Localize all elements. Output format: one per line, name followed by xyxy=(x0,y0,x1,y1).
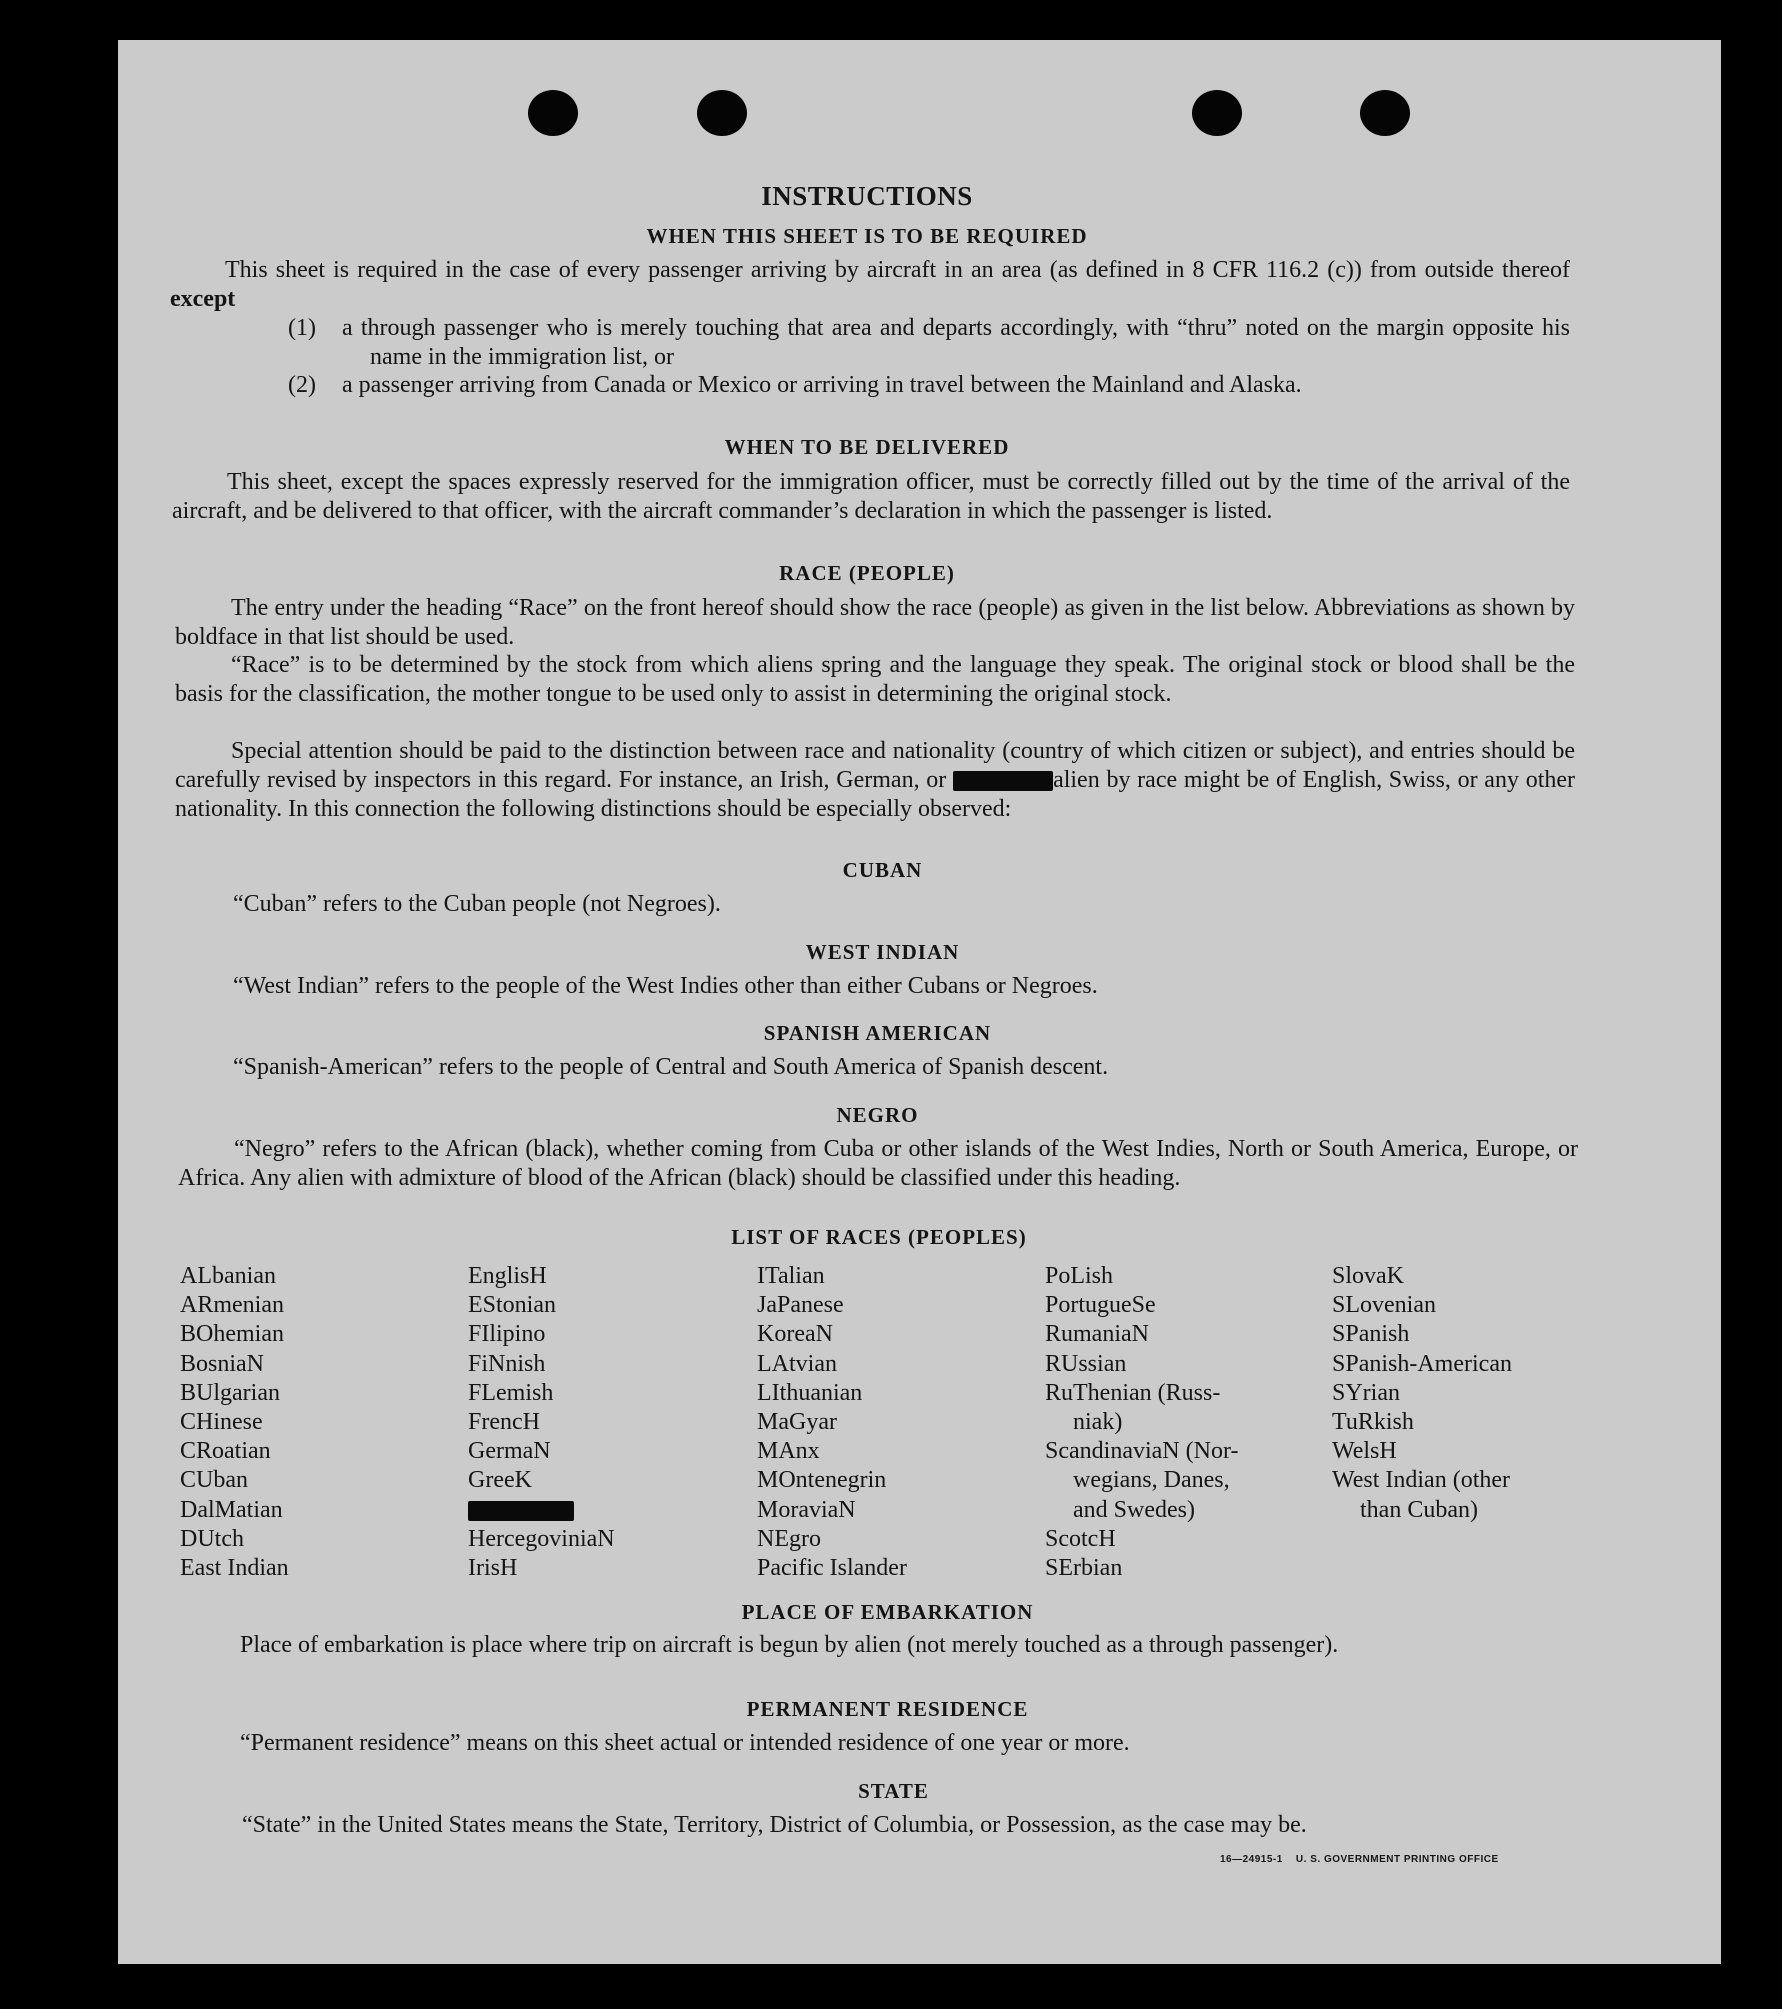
race-item: wegians, Danes, xyxy=(1073,1467,1230,1494)
race-item: HercegoviniaN xyxy=(468,1525,615,1552)
section-heading-residence: PERMANENT RESIDENCE xyxy=(746,1697,1029,1721)
race-item: than Cuban) xyxy=(1360,1496,1478,1523)
race-item: PoLish xyxy=(1045,1263,1114,1289)
races-column-2 xyxy=(468,1262,615,1583)
race-item: FiNnish xyxy=(468,1350,546,1377)
punch-hole xyxy=(528,90,578,136)
race-item: LIthuanian xyxy=(757,1379,863,1406)
race-item: TuRkish xyxy=(1332,1409,1414,1436)
residence-text: “Permanent residence” means on this sheet actual or intended residence of one year or more. xyxy=(240,1730,1130,1756)
race-item: EStonian xyxy=(468,1292,556,1319)
race-item: WelsH xyxy=(1332,1438,1397,1465)
race-item: SYrian xyxy=(1332,1379,1400,1406)
race-item: DUtch xyxy=(180,1525,244,1552)
race-item: SErbian xyxy=(1045,1555,1123,1582)
west-indian-text: “West Indian” refers to the people of the West Indies other than either Cubans or Negroes. xyxy=(233,973,1098,999)
state-text: “State” in the United States means the State, Territory, District of Columbia, or Possession, as the case may be. xyxy=(242,1812,1307,1838)
race-item: KoreaN xyxy=(757,1321,833,1348)
race-item: ALbanian xyxy=(180,1263,276,1289)
section-heading-delivered: WHEN TO BE DELIVERED xyxy=(724,435,1010,459)
section-heading-spanish-american: SPANISH AMERICAN xyxy=(763,1021,992,1045)
section-heading-required: WHEN THIS SHEET IS TO BE REQUIRED xyxy=(646,224,1088,248)
race-paragraph-1: The entry under the heading “Race” on the front hereof should show the race (people) as given in the list below. Abbreviations as shown by boldface in that list should be used. xyxy=(175,595,1575,650)
races-column-4 xyxy=(1045,1262,1238,1583)
printing-office-imprint: 16—24915-1 U. S. GOVERNMENT PRINTING OFFICE xyxy=(1220,1854,1499,1865)
required-intro: This sheet is required in the case of every passenger arriving by aircraft in an area (as defined in 8 CFR 116.2 (c)) from outside thereof except xyxy=(170,257,1570,312)
punch-hole xyxy=(1192,90,1242,136)
race-item: GermaN xyxy=(468,1438,551,1465)
section-heading-race: RACE (PEOPLE) xyxy=(779,561,955,585)
race-item: BUlgarian xyxy=(180,1379,280,1406)
race-item: SPanish xyxy=(1332,1321,1410,1348)
race-item: MoraviaN xyxy=(757,1496,856,1523)
race-item: CUban xyxy=(180,1467,248,1494)
race-item: EnglisH xyxy=(468,1263,547,1289)
race-item: FrencH xyxy=(468,1409,540,1436)
redaction-mark xyxy=(468,1501,574,1521)
required-item-2-number: (2) xyxy=(288,372,316,398)
race-item: FIlipino xyxy=(468,1321,546,1348)
race-item: FLemish xyxy=(468,1379,554,1406)
race-item: ScotcH xyxy=(1045,1525,1116,1552)
section-heading-cuban: CUBAN xyxy=(842,858,923,882)
race-item: BOhemian xyxy=(180,1321,284,1348)
section-heading-negro: NEGRO xyxy=(836,1103,919,1127)
race-item: SLovenian xyxy=(1332,1292,1436,1319)
race-item: BosniaN xyxy=(180,1350,264,1377)
section-heading-state: STATE xyxy=(858,1779,929,1803)
embarkation-text: Place of embarkation is place where trip on aircraft is begun by alien (not merely touched as a through passenger). xyxy=(240,1632,1339,1658)
race-item: LAtvian xyxy=(757,1350,837,1377)
race-item: JaPanese xyxy=(757,1292,844,1319)
race-paragraph-2: “Race” is to be determined by the stock from which aliens spring and the language they speak. The original stock or blood shall be the basis for the classification, the mother tongue to be used only to assist in determining the original stock. xyxy=(175,652,1575,707)
section-heading-embarkation: PLACE OF EMBARKATION xyxy=(741,1600,1034,1624)
race-item: SPanish-American xyxy=(1332,1350,1512,1377)
race-item: PortugueSe xyxy=(1045,1292,1156,1319)
punch-hole xyxy=(1360,90,1410,136)
races-column-1 xyxy=(180,1262,289,1583)
race-paragraph-3: Special attention should be paid to the distinction between race and nationality (country of which citizen or subject), and entries should be carefully revised by inspectors in this regard. For instance, an Irish, German, or alien by race might be of English, Swiss, or any other nationality. In this connection the following distinctions should be especially observed: xyxy=(175,738,1576,822)
race-item: ITalian xyxy=(757,1263,825,1289)
race-item: MAnx xyxy=(757,1438,820,1465)
race-item: and Swedes) xyxy=(1073,1496,1195,1523)
race-item-redacted xyxy=(468,1496,615,1525)
negro-text: “Negro” refers to the African (black), whether coming from Cuba or other islands of the West Indies, North or South America, Europe, or Africa. Any alien with admixture of blood of the African (black) should be classified under this heading. xyxy=(178,1136,1578,1191)
section-heading-list-of-races: LIST OF RACES (PEOPLES) xyxy=(731,1225,1027,1249)
required-item-1-number: (1) xyxy=(288,315,316,341)
race-item: RumaniaN xyxy=(1045,1321,1149,1348)
races-column-3 xyxy=(757,1262,907,1583)
race-item: RUssian xyxy=(1045,1350,1127,1377)
delivered-text: This sheet, except the spaces expressly reserved for the immigration officer, must be correctly filled out by the time of the arrival of the aircraft, and be delivered to that officer, with the aircraft commander’s declaration in which the passenger is listed. xyxy=(172,469,1570,524)
race-item: Pacific Islander xyxy=(757,1555,907,1582)
race-item: ARmenian xyxy=(180,1292,284,1319)
race-item: CHinese xyxy=(180,1409,263,1436)
race-item: East Indian xyxy=(180,1555,289,1582)
race-item: MaGyar xyxy=(757,1409,837,1436)
section-heading-west-indian: WEST INDIAN xyxy=(805,940,960,964)
race-item: DalMatian xyxy=(180,1496,283,1523)
page-title: INSTRUCTIONS xyxy=(761,181,973,211)
redaction-mark xyxy=(953,771,1053,791)
race-item: SlovaK xyxy=(1332,1263,1404,1289)
required-item-2: a passenger arriving from Canada or Mexico or arriving in travel between the Mainland and Alaska. xyxy=(342,372,1302,398)
race-item: RuThenian (Russ- xyxy=(1045,1379,1221,1406)
race-item: West Indian (other xyxy=(1332,1467,1511,1494)
cuban-text: “Cuban” refers to the Cuban people (not Negroes). xyxy=(233,891,721,917)
race-item: NEgro xyxy=(757,1525,821,1552)
race-item: IrisH xyxy=(468,1555,518,1582)
race-item: MOntenegrin xyxy=(757,1467,887,1494)
race-item: ScandinaviaN (Nor- xyxy=(1045,1438,1239,1465)
spanish-american-text: “Spanish-American” refers to the people of Central and South America of Spanish descent. xyxy=(233,1054,1109,1080)
race-item: GreeK xyxy=(468,1467,532,1494)
race-item: niak) xyxy=(1073,1409,1123,1436)
punch-hole xyxy=(697,90,747,136)
race-item: CRoatian xyxy=(180,1438,271,1465)
required-item-1: a through passenger who is merely touching that area and departs accordingly, with “thru” noted on the margin opposite his name in the immigration list, or xyxy=(342,315,1570,370)
races-column-5 xyxy=(1332,1262,1512,1525)
